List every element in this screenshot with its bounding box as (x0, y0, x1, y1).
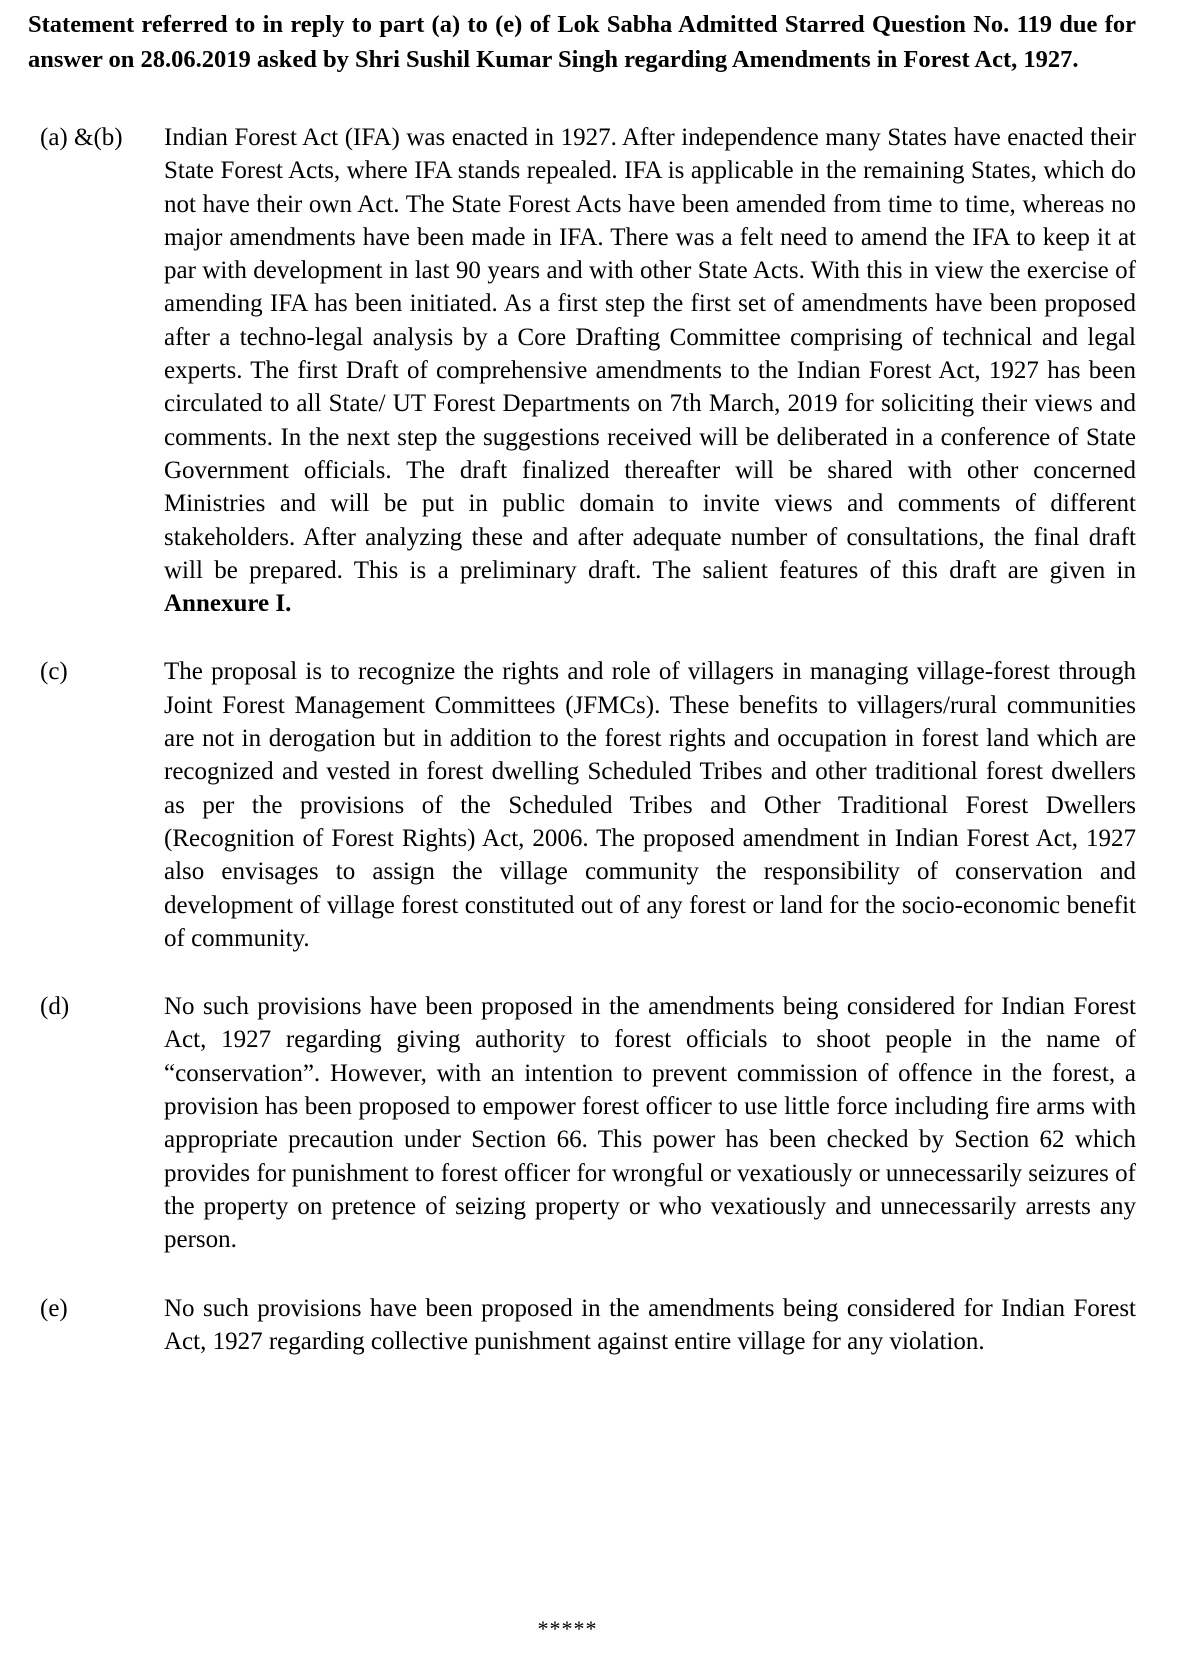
section-label: (a) &(b) (40, 124, 123, 151)
document-page (28, 8, 1136, 1358)
section-text: No such provisions have been proposed in the amendments being considered for Indian Forest Act, 1927 regarding giving authority to forest officials to shoot people in the name of “conservation”. However, with an intention to prevent commission of offence in the forest, a provision has been proposed to empower forest officer to use little force including fire arms with appropriate precaution under Section 66. This power has been checked by Section 62 which provides for punishment to forest officer for wrongful or vexatiously or unnecessarily seizures of the property on pretence of seizing property or who vexatiously and unnecessarily arrests any person. (164, 993, 1136, 1254)
section-text: The proposal is to recognize the rights and role of villagers in managing village-forest through Joint Forest Management Committees (JFMCs). These benefits to villagers/rural communities are not in derogation but in addition to the forest rights and occupation in forest land which are recognized and vested in forest dwelling Scheduled Tribes and other traditional forest dwellers as per the provisions of the Scheduled Tribes and Other Traditional Forest Dwellers (Recognition of Forest Rights) Act, 2006. The proposed amendment in Indian Forest Act, 1927 also envisages to assign the village community the responsibility of conservation and development of village forest constituted out of any forest or land for the socio-economic benefit of community. (164, 658, 1136, 952)
section-label: (d) (40, 993, 70, 1021)
section-text (164, 121, 1136, 620)
section-e (28, 1292, 1136, 1359)
end-of-statement-mark: ***** (537, 1616, 598, 1641)
annexure-reference: Annexure I. (164, 590, 292, 618)
section-label: (c) (40, 658, 68, 686)
section-text-main: Indian Forest Act (IFA) was enacted in 1927. After independence many States have enacted their State Forest Acts, where IFA stands repealed. IFA is applicable in the remaining States, which do not have their own Act. The State Forest Acts have been amended from time to time, whereas no major amendments have been made in IFA. There was a felt need to amend the IFA to keep it at par with development in last 90 years and with other State Acts. With this in view the exercise of amending IFA has been initiated. As a first step the first set of amendments have been proposed after a techno-legal analysis by a Core Drafting Committee comprising of technical and legal experts. The first Draft of comprehensive amendments to the Indian Forest Act, 1927 has been circulated to all State/ UT Forest Departments on 7th March, 2019 for soliciting their views and comments. In the next step the suggestions received will be deliberated in a conference of State Government officials. The draft finalized thereafter will be shared with other concerned Ministries and will be put in public domain to invite views and comments of different stakeholders. After analyzing these and after adequate number of consultations, the final draft will be prepared. This is a preliminary draft. The salient features of this draft are given in (164, 124, 1136, 584)
section-d (28, 990, 1136, 1256)
document-heading: Statement referred to in reply to part (a) to (e) of Lok Sabha Admitted Starred Question No. 119 due for answer on 28.06.2019 asked by Shri Sushil Kumar Singh regarding Amendments in Forest Act, 1927. (28, 11, 1136, 73)
section-label: (e) (40, 1294, 68, 1322)
section-text: No such provisions have been proposed in the amendments being considered for Indian Forest Act, 1927 regarding collective punishment against entire village for any violation. (164, 1294, 1136, 1355)
section-c (28, 655, 1136, 955)
section-a-b (28, 121, 1136, 620)
